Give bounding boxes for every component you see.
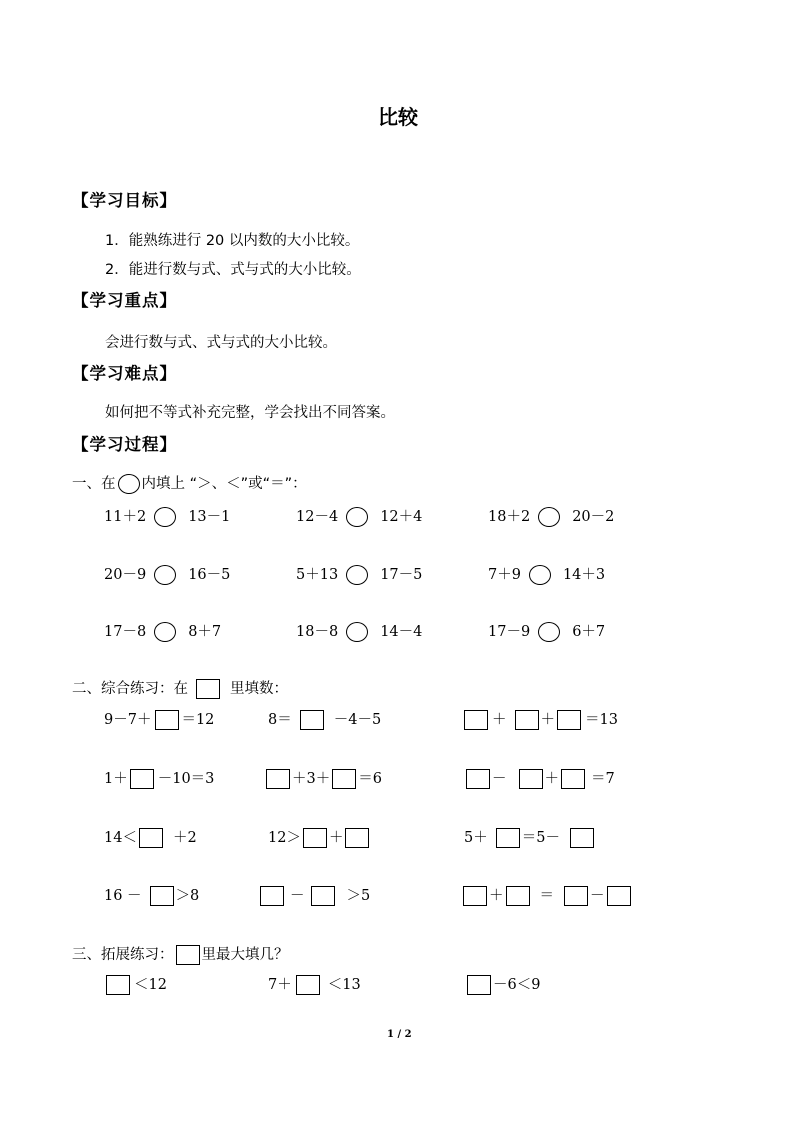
answer-box[interactable] — [570, 828, 594, 848]
q2-r2-c-text2: ＋ — [544, 770, 559, 787]
goal-item-1: 1．能熟练进行 20 以内数的大小比较。 — [105, 233, 360, 249]
q2-r3-a — [104, 828, 197, 848]
answer-box[interactable] — [260, 886, 284, 906]
q2-r3-b — [268, 828, 369, 848]
q2-r1-b-text2: －4－5 — [333, 711, 382, 728]
goals-heading: 【学习目标】 — [72, 191, 177, 210]
comparison-right: 20－2 — [572, 508, 615, 525]
process-heading: 【学习过程】 — [72, 435, 177, 454]
answer-circle[interactable] — [538, 622, 560, 642]
q2-r1-b-text1: 8＝ — [268, 711, 292, 728]
comparison-right: 17－5 — [380, 566, 423, 583]
answer-box[interactable] — [463, 886, 487, 906]
q2-r2-b-text2: ＝6 — [358, 770, 382, 787]
q2-r3-a-text1: 14＜ — [104, 829, 137, 846]
goal-item-2: 2．能进行数与式、式与式的大小比较。 — [105, 262, 361, 278]
q2-r1-a-text1: 9－7＋ — [104, 711, 152, 728]
focus-text: 会进行数与式、式与式的大小比较。 — [105, 335, 337, 351]
q3-a — [106, 975, 167, 995]
q2-r2-a — [104, 769, 214, 789]
q2-instruction-pre: 二、综合练习：在 — [72, 680, 188, 697]
q2-r4-c — [463, 886, 631, 906]
answer-circle[interactable] — [154, 622, 176, 642]
q3-instruction-post: 里最大填几？ — [201, 946, 289, 963]
answer-box[interactable] — [496, 828, 520, 848]
comparison-left: 18－8 — [296, 623, 339, 640]
focus-heading: 【学习重点】 — [72, 291, 177, 310]
q2-r3-c-text1: 5＋ — [464, 829, 488, 846]
q2-r4-a-text2: ＞8 — [175, 887, 200, 904]
comparison-left: 5＋13 — [296, 566, 339, 583]
answer-box[interactable] — [130, 769, 154, 789]
circle-sample — [118, 474, 140, 494]
q1-instruction-pre: 一、在 — [72, 475, 116, 492]
answer-box[interactable] — [464, 710, 488, 730]
q2-r4-b-text2: ＞5 — [346, 887, 371, 904]
q2-r3-c-text2: ＝5－ — [521, 829, 560, 846]
box-sample — [176, 945, 200, 965]
comparison-left: 17－9 — [488, 623, 531, 640]
answer-box[interactable] — [303, 828, 327, 848]
comparison-right: 6＋7 — [572, 623, 606, 640]
answer-box[interactable] — [506, 886, 530, 906]
comparison-item — [296, 507, 422, 527]
answer-box[interactable] — [150, 886, 174, 906]
comparison-item — [296, 565, 422, 585]
q2-r2-c-text3: ＝7 — [591, 770, 615, 787]
answer-circle[interactable] — [529, 565, 551, 585]
q3-a-text: ＜12 — [134, 976, 167, 993]
q3-b-text2: ＜13 — [327, 976, 361, 993]
comparison-item — [488, 565, 605, 585]
comparison-item — [104, 622, 221, 642]
comparison-left: 7＋9 — [488, 566, 521, 583]
comparison-left: 20－9 — [104, 566, 147, 583]
q2-r4-b — [260, 886, 370, 906]
q2-r3-a-text2: ＋2 — [172, 829, 197, 846]
comparison-item — [296, 622, 422, 642]
q2-r4-a — [104, 886, 199, 906]
q2-r4-c-text3: － — [590, 887, 605, 904]
answer-box[interactable] — [557, 710, 581, 730]
difficulty-heading: 【学习难点】 — [72, 364, 177, 383]
answer-box[interactable] — [564, 886, 588, 906]
answer-box[interactable] — [155, 710, 179, 730]
answer-circle[interactable] — [346, 565, 368, 585]
comparison-right: 14＋3 — [562, 566, 606, 583]
page-number: 1 / 2 — [387, 1029, 412, 1040]
answer-box[interactable] — [607, 886, 631, 906]
q2-r2-a-text2: －10＝3 — [157, 770, 215, 787]
page-title: 比较 — [378, 105, 418, 129]
q2-r4-c-text2: ＝ — [539, 887, 554, 904]
q2-instruction — [72, 679, 288, 699]
q1-instruction-post: 内填上 “＞、＜”或“＝”： — [141, 475, 307, 492]
comparison-right: 8＋7 — [188, 623, 222, 640]
answer-box[interactable] — [467, 975, 491, 995]
q2-r2-b-text1: ＋3＋ — [292, 770, 331, 787]
q2-r1-b — [268, 710, 381, 730]
answer-box[interactable] — [296, 975, 320, 995]
comparison-item — [104, 507, 230, 527]
q3-c-text: －6＜9 — [493, 976, 541, 993]
q2-r3-b-text2: ＋ — [328, 829, 344, 846]
answer-box[interactable] — [519, 769, 543, 789]
q2-r1-c-text1: ＋ — [492, 711, 507, 728]
comparison-left: 11＋2 — [104, 508, 147, 525]
answer-circle[interactable] — [154, 565, 176, 585]
comparison-item — [488, 622, 605, 642]
q2-r1-c-text3: ＝13 — [585, 711, 618, 728]
q2-instruction-post: 里填数： — [230, 680, 288, 697]
answer-box[interactable] — [561, 769, 585, 789]
q2-r3-c — [464, 828, 594, 848]
comparison-right: 12＋4 — [380, 508, 423, 525]
q2-r4-c-text1: ＋ — [489, 887, 504, 904]
comparison-left: 17－8 — [104, 623, 147, 640]
q3-c — [467, 975, 540, 995]
q3-instruction — [72, 945, 289, 965]
comparison-item — [104, 565, 230, 585]
q2-r4-a-text1: 16 － — [104, 887, 142, 904]
difficulty-text: 如何把不等式补充完整，学会找出不同答案。 — [105, 405, 395, 421]
q3-b-text1: 7＋ — [268, 976, 292, 993]
q1-instruction — [72, 474, 307, 494]
q2-r4-b-text1: － — [290, 887, 305, 904]
q3-instruction-pre: 三、拓展练习： — [72, 946, 174, 963]
answer-circle[interactable] — [346, 622, 368, 642]
q3-b — [268, 975, 361, 995]
answer-box[interactable] — [139, 828, 163, 848]
q2-r2-c-text1: － — [492, 770, 507, 787]
answer-box[interactable] — [345, 828, 369, 848]
q2-r1-c-text2: ＋ — [540, 711, 555, 728]
answer-box[interactable] — [515, 710, 539, 730]
q2-r1-a-text2: ＝12 — [181, 711, 215, 728]
comparison-left: 12－4 — [296, 508, 339, 525]
answer-box[interactable] — [466, 769, 490, 789]
answer-circle[interactable] — [154, 507, 176, 527]
answer-box[interactable] — [311, 886, 335, 906]
q2-r1-c — [464, 710, 618, 730]
answer-box[interactable] — [332, 769, 356, 789]
answer-box[interactable] — [300, 710, 324, 730]
q2-r2-b — [266, 769, 382, 789]
comparison-left: 18＋2 — [488, 508, 531, 525]
q2-r2-a-text1: 1＋ — [104, 770, 128, 787]
answer-circle[interactable] — [346, 507, 368, 527]
box-sample — [196, 679, 220, 699]
answer-box[interactable] — [266, 769, 290, 789]
comparison-right: 14－4 — [380, 623, 423, 640]
answer-circle[interactable] — [538, 507, 560, 527]
comparison-right: 16－5 — [188, 566, 231, 583]
comparison-item — [488, 507, 614, 527]
q2-r2-c — [466, 769, 615, 789]
comparison-right: 13－1 — [188, 508, 231, 525]
q2-r1-a — [104, 710, 214, 730]
q2-r3-b-text1: 12＞ — [268, 829, 301, 846]
answer-box[interactable] — [106, 975, 130, 995]
